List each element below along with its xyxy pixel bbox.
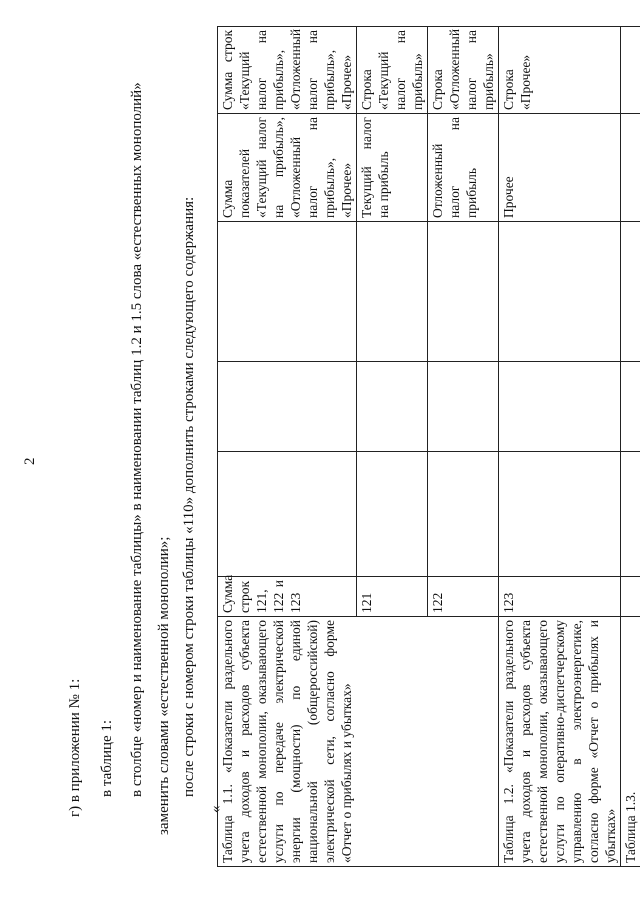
table-row <box>218 27 357 867</box>
table-cell-source: Строка «Отложенный налог на прибыль» <box>428 27 499 114</box>
table-cell-indicator: Отложенный налог на прибыль <box>428 114 499 222</box>
table-cell-indicator: Сумма показателей «Текущий налог на прибыль», «Отложенный налог на прибыль», «Прочее» <box>218 114 357 222</box>
table-cell-empty <box>357 222 428 362</box>
page-number: 2 <box>22 457 38 465</box>
table-cell-empty <box>621 114 640 222</box>
table-cell-empty <box>621 452 640 577</box>
amendment-table <box>217 26 640 867</box>
table-cell-empty <box>621 362 640 452</box>
table-cell-source: Сумма строк «Текущий налог на прибыль», «Отложенный налог на прибыль», «Прочее» <box>218 27 357 114</box>
table-cell-indicator: Прочее <box>499 114 621 222</box>
intro-line-3: в столбце «номер и наименование таблицы» в наименовании таблиц 1.2 и 1.5 слова «естественных монополий» <box>129 82 145 797</box>
table-cell-empty <box>499 222 621 362</box>
intro-line-1: г) в приложении № 1: <box>67 678 83 817</box>
table-cell-row-code: 123 <box>499 577 621 617</box>
table-cell-indicator: Текущий налог на прибыль <box>357 114 428 222</box>
table-cell-empty <box>218 452 357 577</box>
table-cell-row-code: Сумма строк 121, 122 и 123 <box>218 577 357 617</box>
opening-quote: « <box>208 805 224 813</box>
table-cell-empty <box>621 222 640 362</box>
table-cell-empty <box>357 362 428 452</box>
table-cell-source: Строка «Прочее» <box>499 27 621 114</box>
table-cell-source: Строка «Текущий налог на прибыль» <box>357 27 428 114</box>
table-cell-row-code: 122 <box>428 577 499 617</box>
table-cell-empty <box>357 452 428 577</box>
table-cell-empty <box>218 222 357 362</box>
table-cell-empty <box>621 577 640 617</box>
table-cell-table-1-3: Таблица 1.3. <box>621 617 640 867</box>
table-cell-row-code: 121 <box>357 577 428 617</box>
table-cell-empty <box>499 362 621 452</box>
table-cell-empty <box>621 27 640 114</box>
intro-line-2: в таблице 1: <box>99 719 115 797</box>
table-row <box>499 27 621 867</box>
table-cell-empty <box>428 362 499 452</box>
table-row <box>621 27 640 867</box>
table-cell-empty <box>218 362 357 452</box>
table-cell-table-1-2: Таблица 1.2. «Показатели раздельного учета доходов и расходов субъекта естественной монополии, оказывающего услуги по оперативно-диспетчерскому управлению в электроэнергетике, согласно форме «Отчет о прибылях и убытках» <box>499 617 621 867</box>
table-cell-table-1-1: Таблица 1.1. «Показатели раздельного учета доходов и расходов субъекта естественной монополии, оказывающего услуги по передаче электрической энергии (мощности) по единой национальной (общероссийской) электрической сети, согласно форме «Отчет о прибылях и убытках» <box>218 617 499 867</box>
table-cell-empty <box>428 452 499 577</box>
intro-line-4: заменить словами «естественной монополии»; <box>156 536 172 835</box>
intro-line-5: после строки с номером строки таблицы «110» дополнить строками следующего содержания: <box>181 196 197 797</box>
table-cell-empty <box>499 452 621 577</box>
table-cell-empty <box>428 222 499 362</box>
